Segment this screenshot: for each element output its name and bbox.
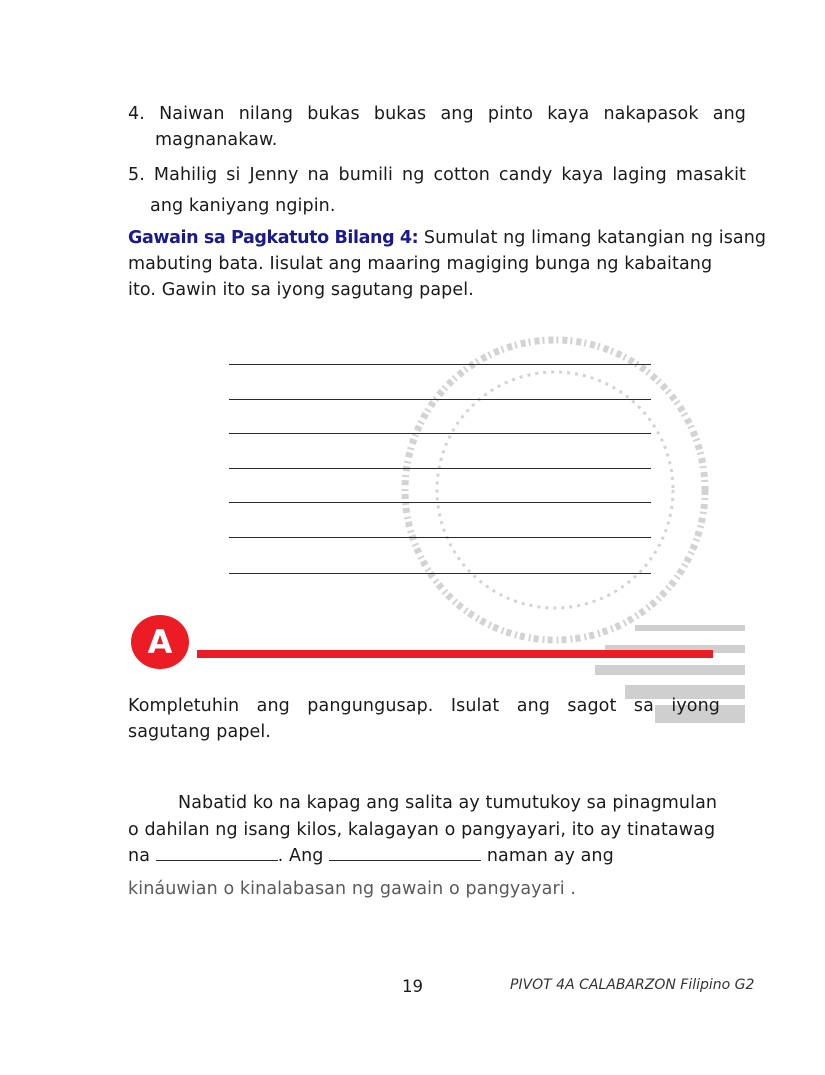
- paragraph-line-2: o dahilan ng isang kilos, kalagayan o pangyayari, ito ay tinatawag: [128, 820, 716, 840]
- answer-line[interactable]: [229, 537, 651, 538]
- section-badge: A: [131, 615, 189, 669]
- activity-text-2: mabuting bata. Iisulat ang maaring magiging bunga ng kabaitang: [128, 254, 713, 274]
- paragraph-text: . Ang: [277, 846, 330, 866]
- answer-line[interactable]: [229, 364, 651, 365]
- activity-text-3: ito. Gawin ito sa iyong sagutang papel.: [128, 280, 474, 300]
- item-4-text: 4. Naiwan nilang bukas bukas ang pinto kaya nakapasok ang: [128, 104, 746, 124]
- instruction-text: Kompletuhin ang pangungusap. Isulat ang sagot sa iyong: [128, 696, 720, 716]
- activity-text-1: Sumulat ng limang katangian ng isang: [418, 228, 767, 248]
- activity-instructions: [128, 225, 767, 303]
- answer-line[interactable]: [229, 399, 651, 400]
- answer-line[interactable]: [229, 468, 651, 469]
- paragraph-text: na: [128, 846, 156, 866]
- activity-heading: Gawain sa Pagkatuto Bilang 4:: [128, 228, 419, 248]
- item-4-continuation: magnanakaw.: [155, 130, 278, 150]
- fill-blank-2[interactable]: [329, 844, 481, 861]
- footer-title: PIVOT 4A CALABARZON Filipino G2: [510, 977, 755, 993]
- paragraph-line-4: kináuwian o kinalabasan ng gawain o pangyayari .: [128, 879, 577, 899]
- item-5-continuation: ang kaniyang ngipin.: [150, 196, 336, 216]
- item-5-text: 5. Mahilig si Jenny na bumili ng cotton candy kaya laging masakit: [128, 165, 746, 185]
- paragraph-text: naman ay ang: [481, 846, 614, 866]
- answer-line[interactable]: [229, 502, 651, 503]
- answer-line[interactable]: [229, 433, 651, 434]
- instruction-continuation: sagutang papel.: [128, 722, 272, 742]
- paragraph-line-1: Nabatid ko na kapag ang salita ay tumutukoy sa pinagmulan: [178, 793, 718, 813]
- paragraph-line-3: [128, 843, 614, 869]
- section-divider: [197, 650, 713, 658]
- answer-line[interactable]: [229, 573, 651, 574]
- page-number: 19: [402, 977, 423, 996]
- fill-blank-1[interactable]: [156, 844, 278, 861]
- seal-watermark: [395, 325, 745, 745]
